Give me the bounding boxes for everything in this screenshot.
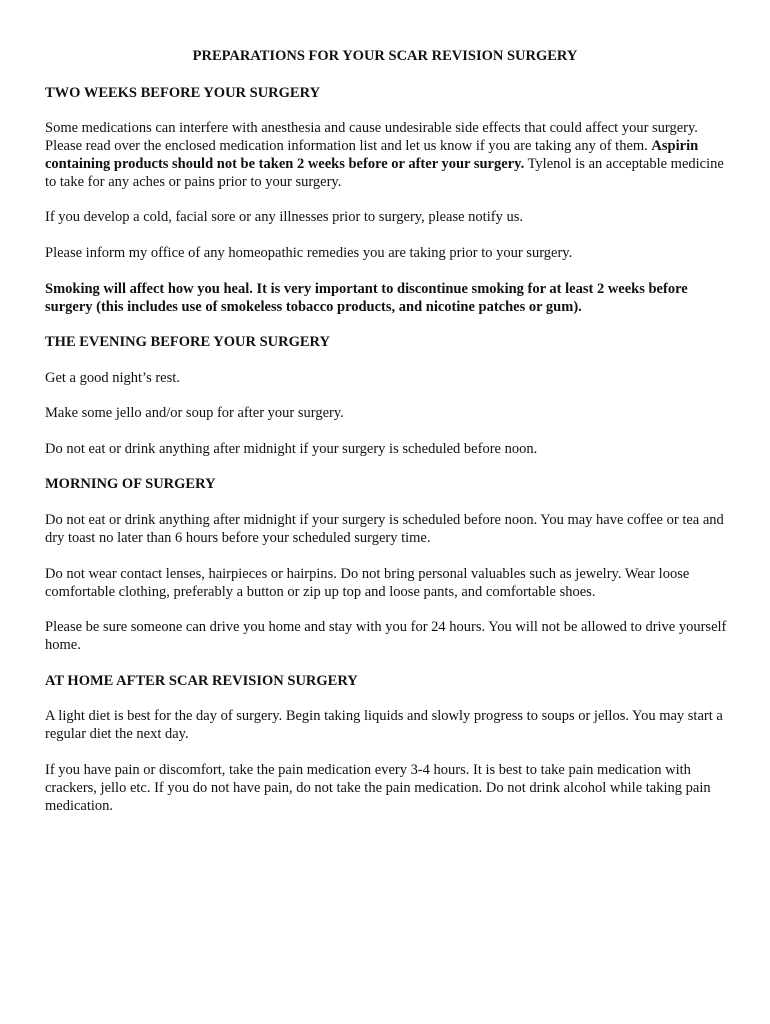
- paragraph-pain: If you have pain or discomfort, take the pain medication every 3-4 hours. It is best to take pain medication with crackers, jello etc. If you do not have pain, do not take the pain medication. Do not drink alcohol while taking pain medication.: [45, 762, 711, 814]
- heading-morning-of: MORNING OF SURGERY: [45, 476, 216, 492]
- paragraph-clothing: Do not wear contact lenses, hairpieces or hairpins. Do not bring personal valuables such as jewelry. Wear loose comfortable clothing, preferably a button or zip up top and loose pants, and comfortable shoes.: [45, 566, 690, 600]
- paragraph-illness: If you develop a cold, facial sore or any illnesses prior to surgery, please notify us.: [45, 209, 523, 225]
- paragraph-smoking: Smoking will affect how you heal. It is very important to discontinue smoking for at least 2 weeks before surgery (this includes use of smokeless tobacco products, and nicotine patches or gum).: [45, 281, 688, 315]
- paragraph-morning-fasting: Do not eat or drink anything after midnight if your surgery is scheduled before noon. You may have coffee or tea and dry toast no later than 6 hours before your scheduled surgery time.: [45, 512, 724, 546]
- medications-text-end: Tylenol is an acceptable medicine to take for any aches or pains prior to your surgery.: [45, 156, 724, 190]
- paragraph-homeopathic: Please inform my office of any homeopathic remedies you are taking prior to your surgery.: [45, 245, 573, 261]
- heading-two-weeks: TWO WEEKS BEFORE YOUR SURGERY: [45, 85, 321, 101]
- paragraph-jello: Make some jello and/or soup for after your surgery.: [45, 405, 344, 421]
- paragraph-rest: Get a good night’s rest.: [45, 370, 180, 386]
- aspirin-warning: Aspirin containing products should not be taken 2 weeks before or after your surgery.: [45, 138, 699, 172]
- heading-at-home: AT HOME AFTER SCAR REVISION SURGERY: [45, 673, 358, 689]
- document-title: PREPARATIONS FOR YOUR SCAR REVISION SURGERY: [192, 48, 578, 64]
- paragraph-driver: Please be sure someone can drive you home and stay with you for 24 hours. You will not be allowed to drive yourself home.: [45, 619, 727, 653]
- paragraph-diet: A light diet is best for the day of surgery. Begin taking liquids and slowly progress to soups or jellos. You may start a regular diet the next day.: [45, 708, 723, 742]
- paragraph-medications: [45, 119, 735, 191]
- paragraph-evening-fasting: Do not eat or drink anything after midnight if your surgery is scheduled before noon.: [45, 441, 538, 457]
- heading-evening-before: THE EVENING BEFORE YOUR SURGERY: [45, 334, 330, 350]
- medications-text-start: Some medications can interfere with anesthesia and cause undesirable side effects that could affect your surgery. Please read over the enclosed medication information list and let us know if you are taking any of them.: [45, 120, 698, 154]
